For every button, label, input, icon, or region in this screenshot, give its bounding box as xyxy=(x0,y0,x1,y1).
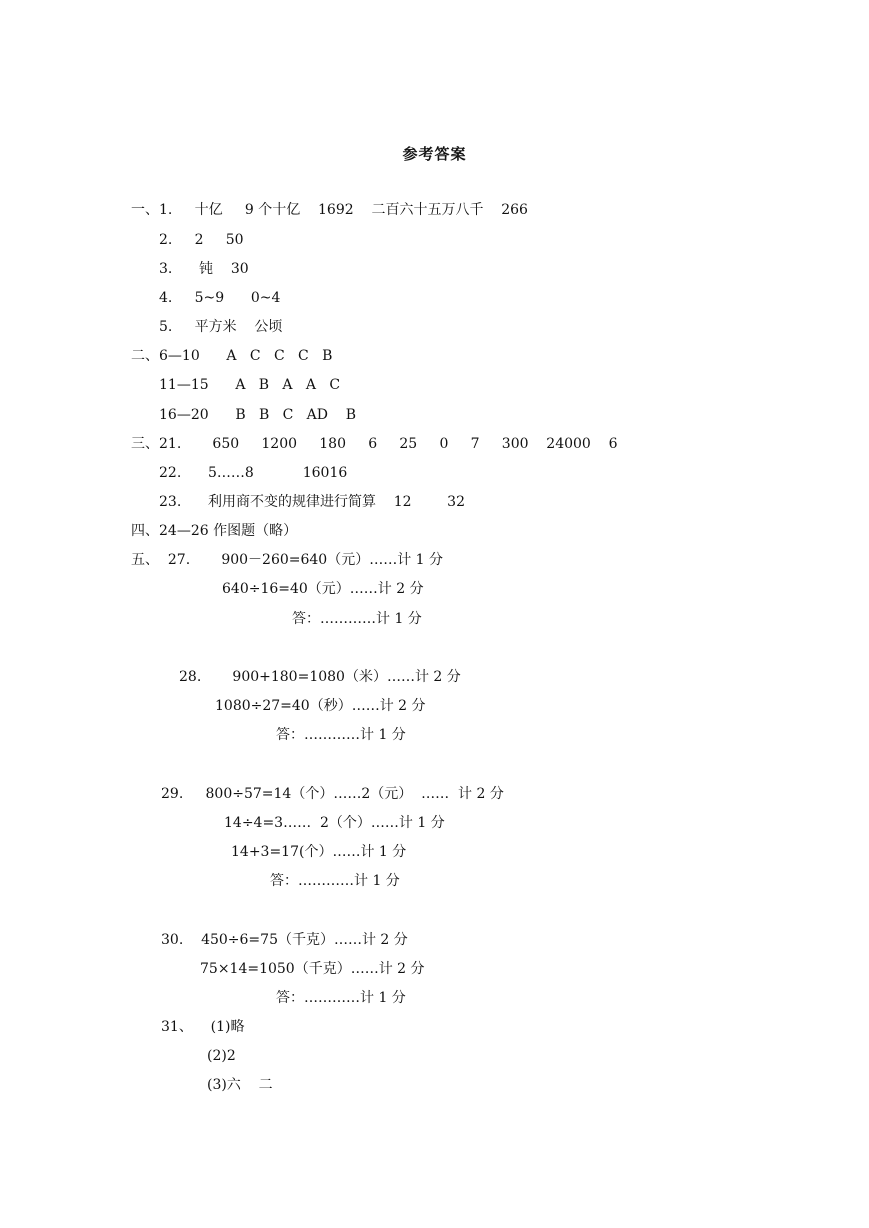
answer-line-5-29c: 14+3=17(个）……计 1 分 xyxy=(231,844,407,860)
answer-line-4-1: 四、24—26 作图题（略） xyxy=(131,523,298,539)
answer-line-3-2: 22. 5……8 16016 xyxy=(159,465,348,481)
answer-line-2-3: 16—20 B B C AD B xyxy=(159,407,357,423)
answer-line-3-1: 三、21. 650 1200 180 6 25 0 7 300 24000 6 xyxy=(131,436,618,452)
answer-line-5-30a: 30. 450÷6=75（千克）……计 2 分 xyxy=(161,932,408,948)
answer-line-1-1: 一、1. 十亿 9 个十亿 1692 二百六十五万八千 266 xyxy=(131,202,528,218)
answer-line-1-4: 4. 5~9 0~4 xyxy=(159,290,281,306)
answer-line-5-28a: 28. 900+180=1080（米）……计 2 分 xyxy=(179,669,461,685)
answer-line-3-3: 23. 利用商不变的规律进行简算 12 32 xyxy=(159,494,465,510)
answer-line-5-29d: 答：…………计 1 分 xyxy=(270,873,400,889)
answer-line-1-5: 5. 平方米 公顷 xyxy=(159,319,283,335)
answer-line-5-27a: 五、 27. 900－260=640（元）……计 1 分 xyxy=(131,552,444,568)
answer-line-5-29a: 29. 800÷57=14（个）……2（元） …… 计 2 分 xyxy=(161,786,504,802)
answer-line-5-27c: 答：…………计 1 分 xyxy=(292,611,422,627)
answer-line-1-2: 2. 2 50 xyxy=(159,232,244,248)
answer-line-5-28b: 1080÷27=40（秒）……计 2 分 xyxy=(215,698,426,714)
answer-line-5-29b: 14÷4=3…… 2（个）……计 1 分 xyxy=(224,815,445,831)
answer-line-5-31c: (3)六 二 xyxy=(207,1077,273,1093)
answer-line-2-1: 二、6—10 A C C C B xyxy=(131,348,333,364)
answer-line-1-3: 3. 钝 30 xyxy=(159,261,249,277)
answer-line-5-30b: 75×14=1050（千克）……计 2 分 xyxy=(200,961,425,977)
answer-line-5-28c: 答：…………计 1 分 xyxy=(276,727,406,743)
answer-line-2-2: 11—15 A B A A C xyxy=(159,377,341,393)
answer-line-5-31a: 31、 (1)略 xyxy=(161,1019,245,1035)
answer-line-5-27b: 640÷16=40（元）……计 2 分 xyxy=(222,581,424,597)
answer-line-5-31b: (2)2 xyxy=(207,1048,236,1064)
page-title: 参考答案 xyxy=(402,145,467,163)
answer-line-5-30c: 答：…………计 1 分 xyxy=(276,990,406,1006)
